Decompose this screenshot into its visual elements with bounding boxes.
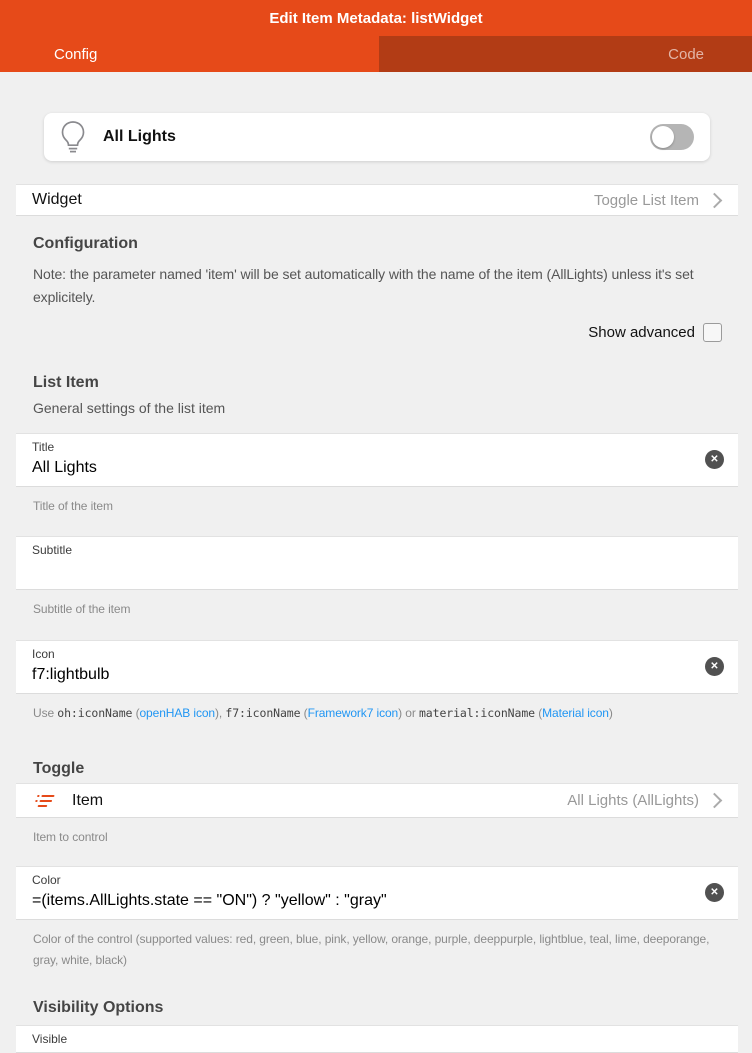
chevron-right-icon	[707, 793, 723, 809]
icon-help-code-oh: oh:iconName	[57, 706, 133, 720]
tabbar	[0, 36, 752, 72]
title-help-text: Title of the item	[33, 499, 113, 513]
clear-color-icon[interactable]	[705, 883, 724, 902]
toggle-heading: Toggle	[33, 760, 85, 777]
visible-field-row[interactable]	[16, 1025, 738, 1053]
item-picker-row[interactable]	[16, 783, 738, 818]
preview-item-title: All Lights	[103, 128, 176, 145]
clear-title-icon[interactable]	[705, 450, 724, 469]
icon-input[interactable]: f7:lightbulb	[32, 666, 110, 683]
show-advanced-checkbox[interactable]	[703, 323, 722, 342]
tab-code[interactable]: Code	[379, 36, 752, 72]
item-row-label: Item	[72, 791, 104, 809]
toggle-knob	[652, 126, 674, 148]
icon-help-segment: ),	[215, 706, 226, 720]
item-list-icon	[32, 790, 56, 812]
icon-help-segment: Use	[33, 706, 58, 720]
color-help-text: Color of the control (supported values: red, green, blue, pink, yellow, orange, purple, deeppurple, lightblue, teal, lime, deeporange, gray, white, black)	[33, 932, 710, 967]
page-title: Edit Item Metadata: listWidget	[269, 9, 483, 27]
visible-field-label: Visible	[32, 1032, 68, 1046]
title-input[interactable]: All Lights	[32, 459, 97, 476]
configuration-note: Note: the parameter named 'item' will be set automatically with the name of the item (AllLights) unless it's set explicitely.	[33, 266, 694, 305]
subtitle-help-text: Subtitle of the item	[33, 602, 131, 616]
item-preview-card[interactable]	[44, 113, 710, 161]
chevron-right-icon	[707, 192, 723, 208]
icon-field-row	[16, 640, 738, 694]
title-field-label: Title	[32, 440, 55, 454]
icon-help-text	[33, 703, 736, 724]
icon-help-code-f7: f7:iconName	[225, 706, 301, 720]
subtitle-field-row	[16, 536, 738, 590]
subtitle-input[interactable]	[32, 561, 694, 581]
icon-help-segment: ) or	[398, 706, 419, 720]
widget-selector-row[interactable]	[16, 184, 738, 216]
icon-field-label: Icon	[32, 647, 55, 661]
clear-icon-icon[interactable]	[705, 657, 724, 676]
navbar	[0, 0, 752, 36]
header	[0, 0, 752, 72]
color-field-label: Color	[32, 873, 61, 887]
visibility-options-heading: Visibility Options	[33, 999, 164, 1016]
material-icon-link[interactable]: Material icon	[542, 706, 609, 720]
tab-config[interactable]: Config	[0, 36, 379, 72]
item-help-text: Item to control	[33, 830, 108, 844]
list-item-heading: List Item	[33, 374, 99, 391]
show-advanced-label: Show advanced	[588, 324, 695, 341]
subtitle-field-label: Subtitle	[32, 543, 73, 557]
color-field-row	[16, 866, 738, 920]
icon-help-segment: (	[132, 706, 140, 720]
framework7-icon-link[interactable]: Framework7 icon	[307, 706, 399, 720]
color-input[interactable]: =(items.AllLights.state == "ON") ? "yellow" : "gray"	[32, 892, 387, 909]
list-item-subheading: General settings of the list item	[33, 400, 226, 416]
icon-help-segment: )	[608, 706, 613, 720]
icon-help-segment: (	[300, 706, 308, 720]
lightbulb-icon	[60, 120, 86, 154]
show-advanced-row	[0, 323, 722, 342]
icon-help-segment: (	[534, 706, 543, 720]
preview-toggle-switch[interactable]	[650, 124, 694, 150]
configuration-heading: Configuration	[33, 235, 138, 252]
config-pane	[0, 113, 752, 1053]
widget-row-value: Toggle List Item	[593, 191, 699, 209]
item-row-value: All Lights (AllLights)	[567, 792, 699, 809]
icon-help-code-material: material:iconName	[418, 706, 535, 720]
openhab-icon-link[interactable]: openHAB icon	[139, 706, 216, 720]
widget-row-label: Widget	[32, 191, 82, 208]
title-field-row	[16, 433, 738, 487]
